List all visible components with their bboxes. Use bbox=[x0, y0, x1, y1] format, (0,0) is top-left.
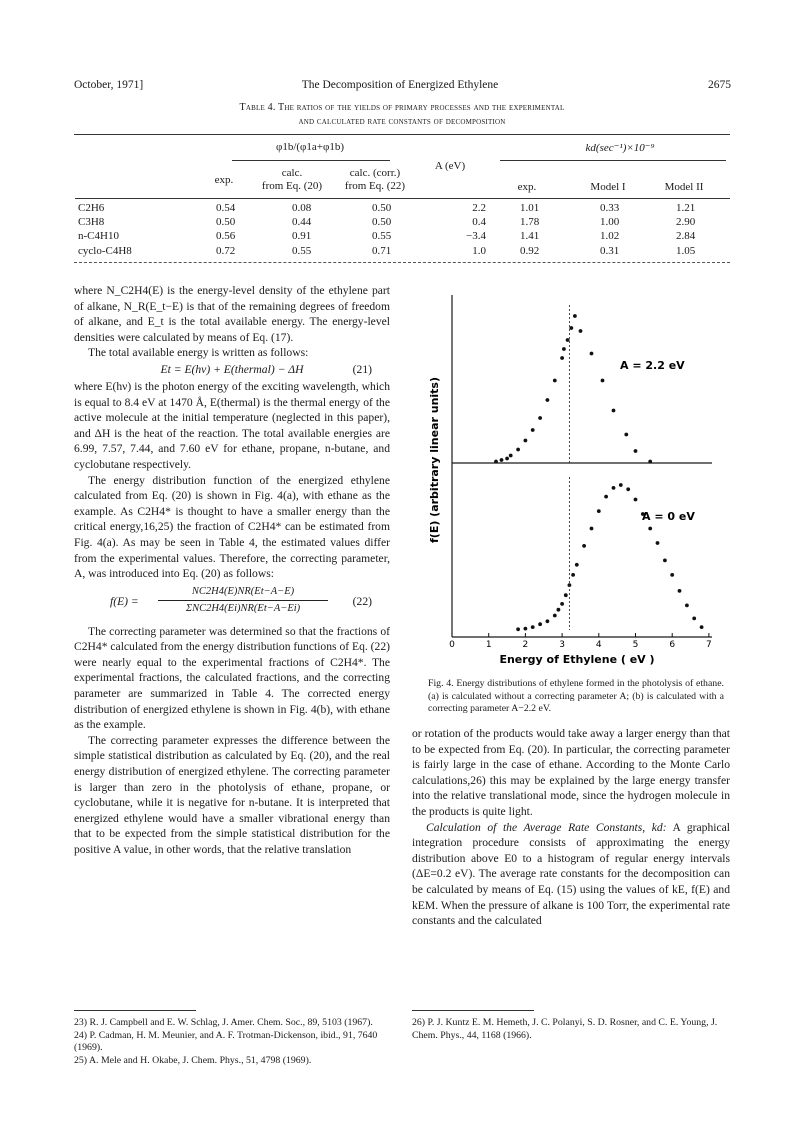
cell-model2: 1.05 bbox=[676, 244, 696, 257]
upper-data-point bbox=[509, 454, 513, 458]
lower-data-point bbox=[692, 617, 696, 621]
lower-data-point bbox=[582, 544, 586, 548]
cell-exp: 0.56 bbox=[216, 230, 236, 243]
lower-data-point bbox=[575, 563, 579, 567]
cell-model1: 0.33 bbox=[600, 202, 620, 214]
cell-corr: 0.71 bbox=[372, 244, 392, 257]
x-axis-label: Energy of Ethylene ( eV ) bbox=[499, 653, 655, 665]
lower-data-point bbox=[524, 627, 528, 631]
right-column bbox=[412, 726, 730, 929]
cell-calc: 0.55 bbox=[292, 244, 312, 257]
x-axis-ticks bbox=[449, 633, 712, 650]
cell-calc: 0.91 bbox=[292, 230, 312, 243]
paragraph bbox=[412, 820, 730, 929]
table-header-rule bbox=[75, 198, 730, 199]
footnote-25: 25) A. Mele and H. Okabe, J. Chem. Phys., 51, 4798 (1969). bbox=[74, 1054, 312, 1066]
upper-data-point bbox=[553, 379, 557, 383]
x-tick-label: 6 bbox=[669, 640, 676, 650]
footnote-rule-left bbox=[74, 1010, 196, 1011]
paragraph: where E(hν) is the photon energy of the exciting wavelength, which is equal to 8.4 eV at 1470 Å, E(thermal) is the thermal energy of the active molecule at the initial temperature (neglected in this paper), and ΔH is the heat of the reaction. The total available energies are 6.99, 7.57, 7.44, and 7.60 eV for ethane, propane, n-butane, and cyclobutane respectively. bbox=[74, 379, 390, 471]
cell-corr: 0.50 bbox=[372, 216, 392, 229]
upper-data-point bbox=[612, 409, 616, 413]
lower-data-point bbox=[604, 495, 608, 499]
lower-data-point bbox=[612, 486, 616, 490]
left-column bbox=[74, 283, 390, 858]
upper-data-point bbox=[579, 329, 583, 333]
table-bottom-rule bbox=[74, 262, 730, 263]
footnote-23: 23) R. J. Campbell and E. W. Schlag, J. Amer. Chem. Soc., 89, 5103 (1967). bbox=[74, 1017, 373, 1028]
lower-panel-points bbox=[516, 483, 703, 631]
cell-kexp: 1.41 bbox=[520, 230, 540, 243]
x-tick-label: 5 bbox=[632, 640, 639, 650]
equation-22-lhs: f(E) = bbox=[110, 594, 139, 608]
table-col-A-header: A (eV) bbox=[434, 160, 466, 172]
equation-21 bbox=[74, 361, 390, 379]
footnote-rule-right bbox=[412, 1010, 534, 1011]
figure-caption: Fig. 4. Energy distributions of ethylene formed in the photolysis of ethane. (a) is calculated without a correcting parameter A; (b) is calculated with a correcting parameter A−2.2 eV. bbox=[428, 678, 724, 714]
upper-data-point bbox=[524, 439, 528, 443]
cell-corr: 0.55 bbox=[372, 230, 392, 243]
cell-model2: 2.84 bbox=[676, 230, 696, 243]
table-col-exp: exp. bbox=[214, 174, 234, 186]
table-col-calc-src: from Eq. (20) bbox=[261, 180, 323, 192]
upper-data-point bbox=[569, 326, 573, 330]
equation-22-fraction bbox=[158, 584, 328, 617]
cell-exp: 0.54 bbox=[216, 202, 236, 214]
lower-data-point bbox=[597, 509, 601, 513]
upper-data-point bbox=[531, 428, 535, 432]
cell-A: 1.0 bbox=[472, 244, 486, 257]
upper-data-point bbox=[566, 338, 570, 342]
lower-data-point bbox=[557, 608, 561, 612]
table-group2-rule bbox=[500, 160, 726, 161]
table-group2-header: kd(sec⁻¹)×10⁻⁹ bbox=[585, 142, 655, 154]
cell-corr: 0.50 bbox=[372, 202, 392, 214]
lower-data-point bbox=[553, 614, 557, 618]
section-heading: Calculation of the Average Rate Constants, kd: bbox=[426, 820, 667, 834]
lower-data-point bbox=[685, 604, 689, 608]
cell-compound: n-C4H10 bbox=[78, 230, 119, 243]
header-date: October, 1971] bbox=[74, 79, 144, 91]
lower-data-point bbox=[560, 602, 564, 606]
cell-model2: 2.90 bbox=[676, 216, 696, 229]
x-tick-label: 3 bbox=[559, 640, 565, 650]
lower-data-point bbox=[619, 483, 623, 487]
paragraph: where N_C2H4(E) is the energy-level density of the ethylene part of alkane, N_R(E_t−E) is that of the remaining degrees of freedom of alkane, and E_t is the total available energy. The energy-level densities were calculated by means of Eq. (17). bbox=[74, 284, 390, 344]
cell-model1: 1.00 bbox=[600, 216, 620, 229]
table-col-kexp: exp. bbox=[517, 181, 537, 193]
cell-model1: 0.31 bbox=[600, 244, 620, 257]
header-title: The Decomposition of Energized Ethylene bbox=[301, 79, 499, 91]
x-tick-label: 7 bbox=[706, 640, 712, 650]
equation-21-body: Et = E(hν) + E(thermal) − ΔH bbox=[160, 362, 304, 376]
lower-data-point bbox=[678, 589, 682, 593]
cell-kexp: 1.01 bbox=[520, 202, 540, 214]
upper-data-point bbox=[634, 449, 638, 453]
upper-panel-points bbox=[494, 314, 652, 463]
cell-model1: 1.02 bbox=[600, 230, 620, 243]
lower-data-point bbox=[626, 487, 630, 491]
table-row bbox=[74, 230, 730, 244]
upper-data-point bbox=[494, 460, 498, 464]
cell-exp: 0.50 bbox=[216, 216, 236, 229]
upper-data-point bbox=[648, 460, 652, 464]
header-page-number: 2675 bbox=[708, 79, 731, 91]
cell-kexp: 0.92 bbox=[520, 244, 540, 257]
upper-data-point bbox=[590, 352, 594, 356]
table-body bbox=[74, 202, 730, 259]
cell-A: 2.2 bbox=[472, 202, 486, 214]
table-group1-header: φ1b/(φ1a+φ1b) bbox=[275, 141, 344, 153]
paragraph: The correcting parameter was determined so that the fractions of C2H4* calculated from the energy distribution functions of Eq. (22) were nearly equal to the experimental fractions of C2H4*. The experimental fractions, the calculated fractions, and the correcting parameter are summarized in Table 4. The corrected energy distribution of energized ethylene is shown in Fig. 4(b), with ethane as the example. bbox=[74, 624, 390, 732]
annotation-A-2.2: A = 2.2 eV bbox=[620, 359, 685, 372]
x-tick-label: 0 bbox=[449, 640, 455, 650]
upper-data-point bbox=[573, 314, 577, 318]
cell-calc: 0.08 bbox=[292, 202, 312, 214]
upper-data-point bbox=[516, 448, 520, 452]
upper-data-point bbox=[624, 433, 628, 437]
table-row bbox=[74, 202, 730, 216]
footnotes-left bbox=[74, 1017, 390, 1067]
lower-data-point bbox=[538, 622, 542, 626]
lower-data-point bbox=[663, 559, 667, 563]
equation-21-number: (21) bbox=[352, 362, 372, 376]
table-caption-line1: Table 4. The ratios of the yields of primary processes and the experimental bbox=[239, 102, 565, 113]
upper-data-point bbox=[562, 347, 566, 351]
table-col-corr-src: from Eq. (22) bbox=[344, 180, 406, 192]
cell-kexp: 1.78 bbox=[520, 216, 540, 229]
x-tick-label: 4 bbox=[595, 640, 602, 650]
cell-calc: 0.44 bbox=[292, 216, 312, 229]
upper-data-point bbox=[560, 356, 564, 360]
table-caption-line2: and calculated rate constants of decomposition bbox=[298, 116, 506, 127]
table-row bbox=[74, 216, 730, 230]
paragraph: The energy distribution function of the energized ethylene calculated from Eq. (20) is shown in Fig. 4(a), with ethane as the example. As C2H4* is thought to have a smaller energy than the critical energy,16,25) the fraction of C2H4* can be estimated from Fig. 4(a). As may be seen in Table 4, the estimated values differ from the experimental values. Therefore, the correcting parameter, A, was introduced into Eq. (20) as follows: bbox=[74, 473, 390, 581]
upper-data-point bbox=[505, 457, 509, 461]
y-axis-label: f(E) (arbitrary linear units) bbox=[428, 376, 441, 544]
upper-data-point bbox=[546, 398, 550, 402]
lower-data-point bbox=[634, 498, 638, 502]
paragraph: or rotation of the products would take away a larger energy than that to be expected from Eq. (20). In particular, the correcting parameter is fairly large in the case of ethane. According to the Monte Carlo calculations,26) this may be explained by the large energy transfer into the relative translational mode, since the hydrogen molecule in the products is quite light. bbox=[412, 727, 730, 818]
figure-4 bbox=[412, 285, 730, 665]
table-col-calc: calc. bbox=[281, 167, 303, 179]
equation-22 bbox=[74, 584, 390, 624]
cell-compound: C2H6 bbox=[78, 202, 105, 214]
lower-data-point bbox=[564, 593, 568, 597]
footnote-26: 26) P. J. Kuntz E. M. Hemeth, J. C. Polanyi, S. D. Rosner, and C. E. Young, J. Chem. Phys., 44, 1168 (1966). bbox=[412, 1017, 718, 1041]
paragraph-text: A graphical integration procedure consists of approximating the energy distribution above E0 to a histogram of regular energy intervals (ΔE=0.2 eV). The average rate constants for the decomposition can be calculated by means of Eq. (15) using the values of kE, f(E) and kEM. When the pressure of alkane is 100 Torr, the experimental rate constants and the calculated bbox=[412, 820, 730, 928]
table-col-model2: Model II bbox=[664, 181, 704, 193]
lower-data-point bbox=[700, 625, 704, 629]
equation-22-numerator: NC2H4(E)NR(Et−A−E) bbox=[158, 584, 328, 601]
x-tick-label: 1 bbox=[485, 640, 492, 650]
annotation-A-0: A = 0 eV bbox=[642, 510, 695, 523]
paragraph: The total available energy is written as follows: bbox=[88, 346, 309, 360]
cell-compound: cyclo-C4H8 bbox=[78, 244, 132, 257]
lower-data-point bbox=[531, 625, 535, 629]
lower-data-point bbox=[648, 527, 652, 531]
footnote-24: 24) P. Cadman, H. M. Meunier, and A. F. Trotman-Dickenson, ibid., 91, 7640 (1969). bbox=[74, 1029, 378, 1053]
table-col-model1: Model I bbox=[590, 181, 626, 193]
cell-A: −3.4 bbox=[466, 230, 486, 243]
lower-data-point bbox=[590, 527, 594, 531]
upper-data-point bbox=[500, 458, 504, 462]
equation-22-denominator: ΣNC2H4(Ei)NR(Et−A−Ei) bbox=[185, 602, 301, 614]
lower-data-point bbox=[656, 541, 660, 545]
cell-A: 0.4 bbox=[472, 216, 486, 229]
cell-compound: C3H8 bbox=[78, 216, 105, 229]
cell-exp: 0.72 bbox=[216, 244, 236, 257]
table-group1-rule bbox=[232, 160, 390, 161]
paragraph: The correcting parameter expresses the difference between the simple statistical distribution as calculated by Eq. (20), and the real energy distribution of energized ethylene. The correcting parameter is larger than zero in the photolysis of ethane, propane, or cyclobutane, while it is negative for n-butane. It is interpreted that energized ethylene would have a smaller vibrational energy than that to be expected from the simple statistical distribution for the positive A value, in other words, that the relative translation bbox=[74, 733, 390, 856]
lower-data-point bbox=[516, 627, 520, 631]
lower-data-point bbox=[571, 573, 575, 577]
cell-model2: 1.21 bbox=[676, 202, 696, 214]
table-top-rule bbox=[74, 134, 730, 135]
upper-data-point bbox=[538, 416, 542, 420]
table-row bbox=[74, 245, 730, 259]
figure-axes bbox=[452, 295, 712, 637]
table-col-corr: calc. (corr.) bbox=[349, 167, 401, 179]
x-tick-label: 2 bbox=[522, 640, 529, 650]
equation-22-number: (22) bbox=[352, 594, 372, 608]
upper-data-point bbox=[601, 379, 605, 383]
lower-data-point bbox=[546, 619, 550, 623]
lower-data-point bbox=[670, 573, 674, 577]
